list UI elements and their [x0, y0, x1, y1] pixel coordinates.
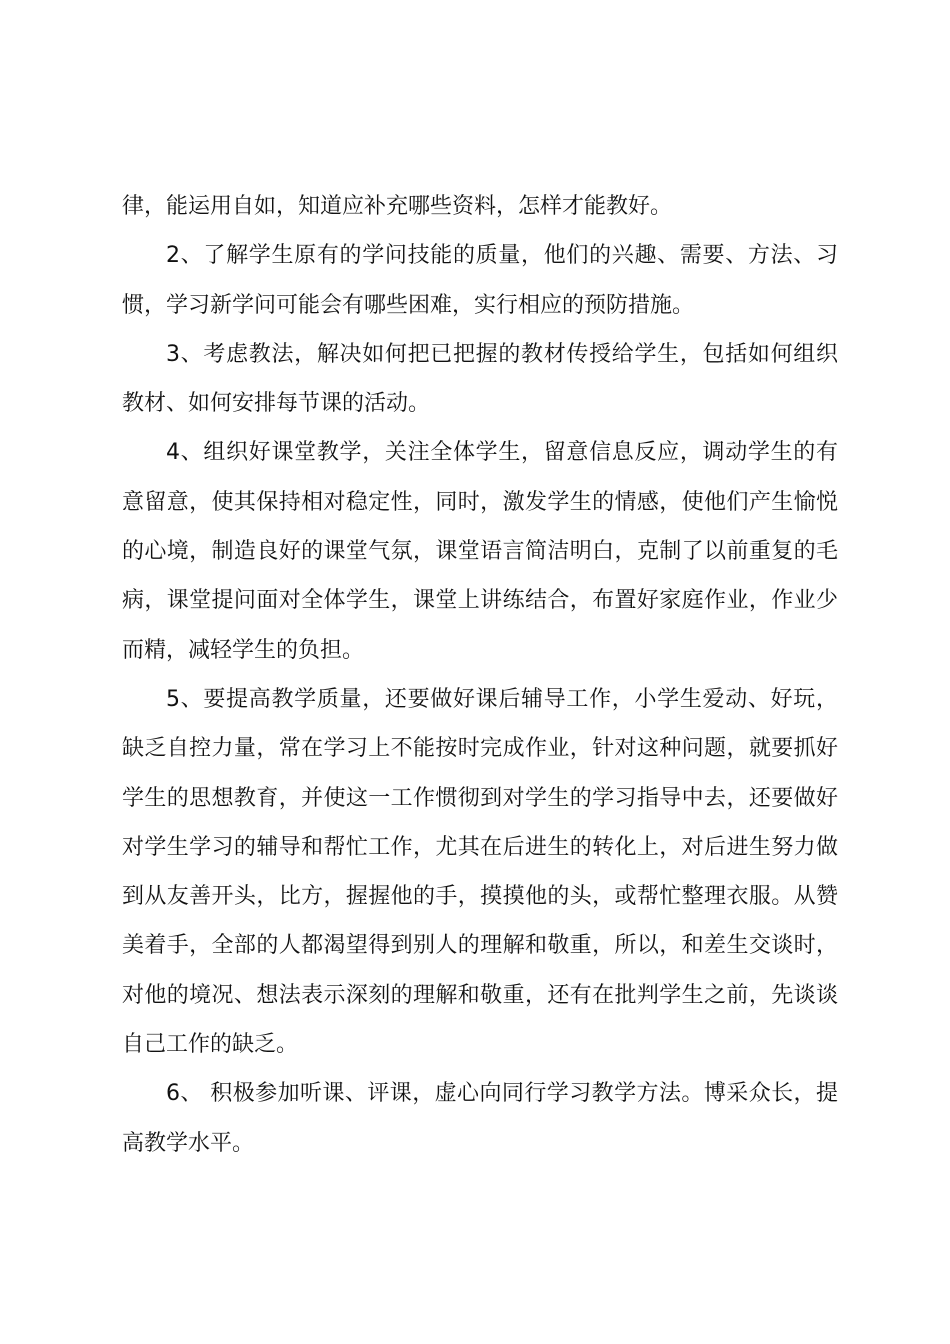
- document-body: [122, 182, 838, 1168]
- paragraph-item-3: 3、考虑教法，解决如何把已把握的教材传授给学生，包括如何组织教材、如何安排每节课的活动。: [122, 341, 838, 417]
- paragraph-item-6: 6、 积极参加听课、评课，虚心向同行学习教学方法。博采众长，提高教学水平。: [122, 1081, 838, 1156]
- paragraph-item-5: 5、要提高教学质量，还要做好课后辅导工作，小学生爱动、好玩，缺乏自控力量，常在学习上不能按时完成作业，针对这种问题，就要抓好学生的思想教育，并使这一工作惯彻到对学生的学习指导中去，还要做好对学生学习的辅导和帮忙工作，尤其在后进生的转化上，对后进生努力做到从友善开头，比方，握握他的手，摸摸他的头，或帮忙整理衣服。从赞美着手，全部的人都渴望得到别人的理解和敬重，所以，和差生交谈时，对他的境况、想法表示深刻的理解和敬重，还有在批判学生之前，先谈谈自己工作的缺乏。: [122, 686, 838, 1058]
- paragraph-item-4: 4、组织好课堂教学，关注全体学生，留意信息反应，调动学生的有意留意，使其保持相对稳定性，同时，激发学生的情感，使他们产生愉悦的心境，制造良好的课堂气氛，课堂语言简洁明白，克制了以前重复的毛病，课堂提问面对全体学生，课堂上讲练结合，布置好家庭作业，作业少而精，减轻学生的负担。: [122, 440, 838, 663]
- paragraph-item-2: 2、了解学生原有的学问技能的质量，他们的兴趣、需要、方法、习惯，学习新学问可能会有哪些困难，实行相应的预防措施。: [122, 243, 838, 318]
- paragraph-continuation: 律，能运用自如，知道应补充哪些资料，怎样才能教好。: [122, 194, 673, 219]
